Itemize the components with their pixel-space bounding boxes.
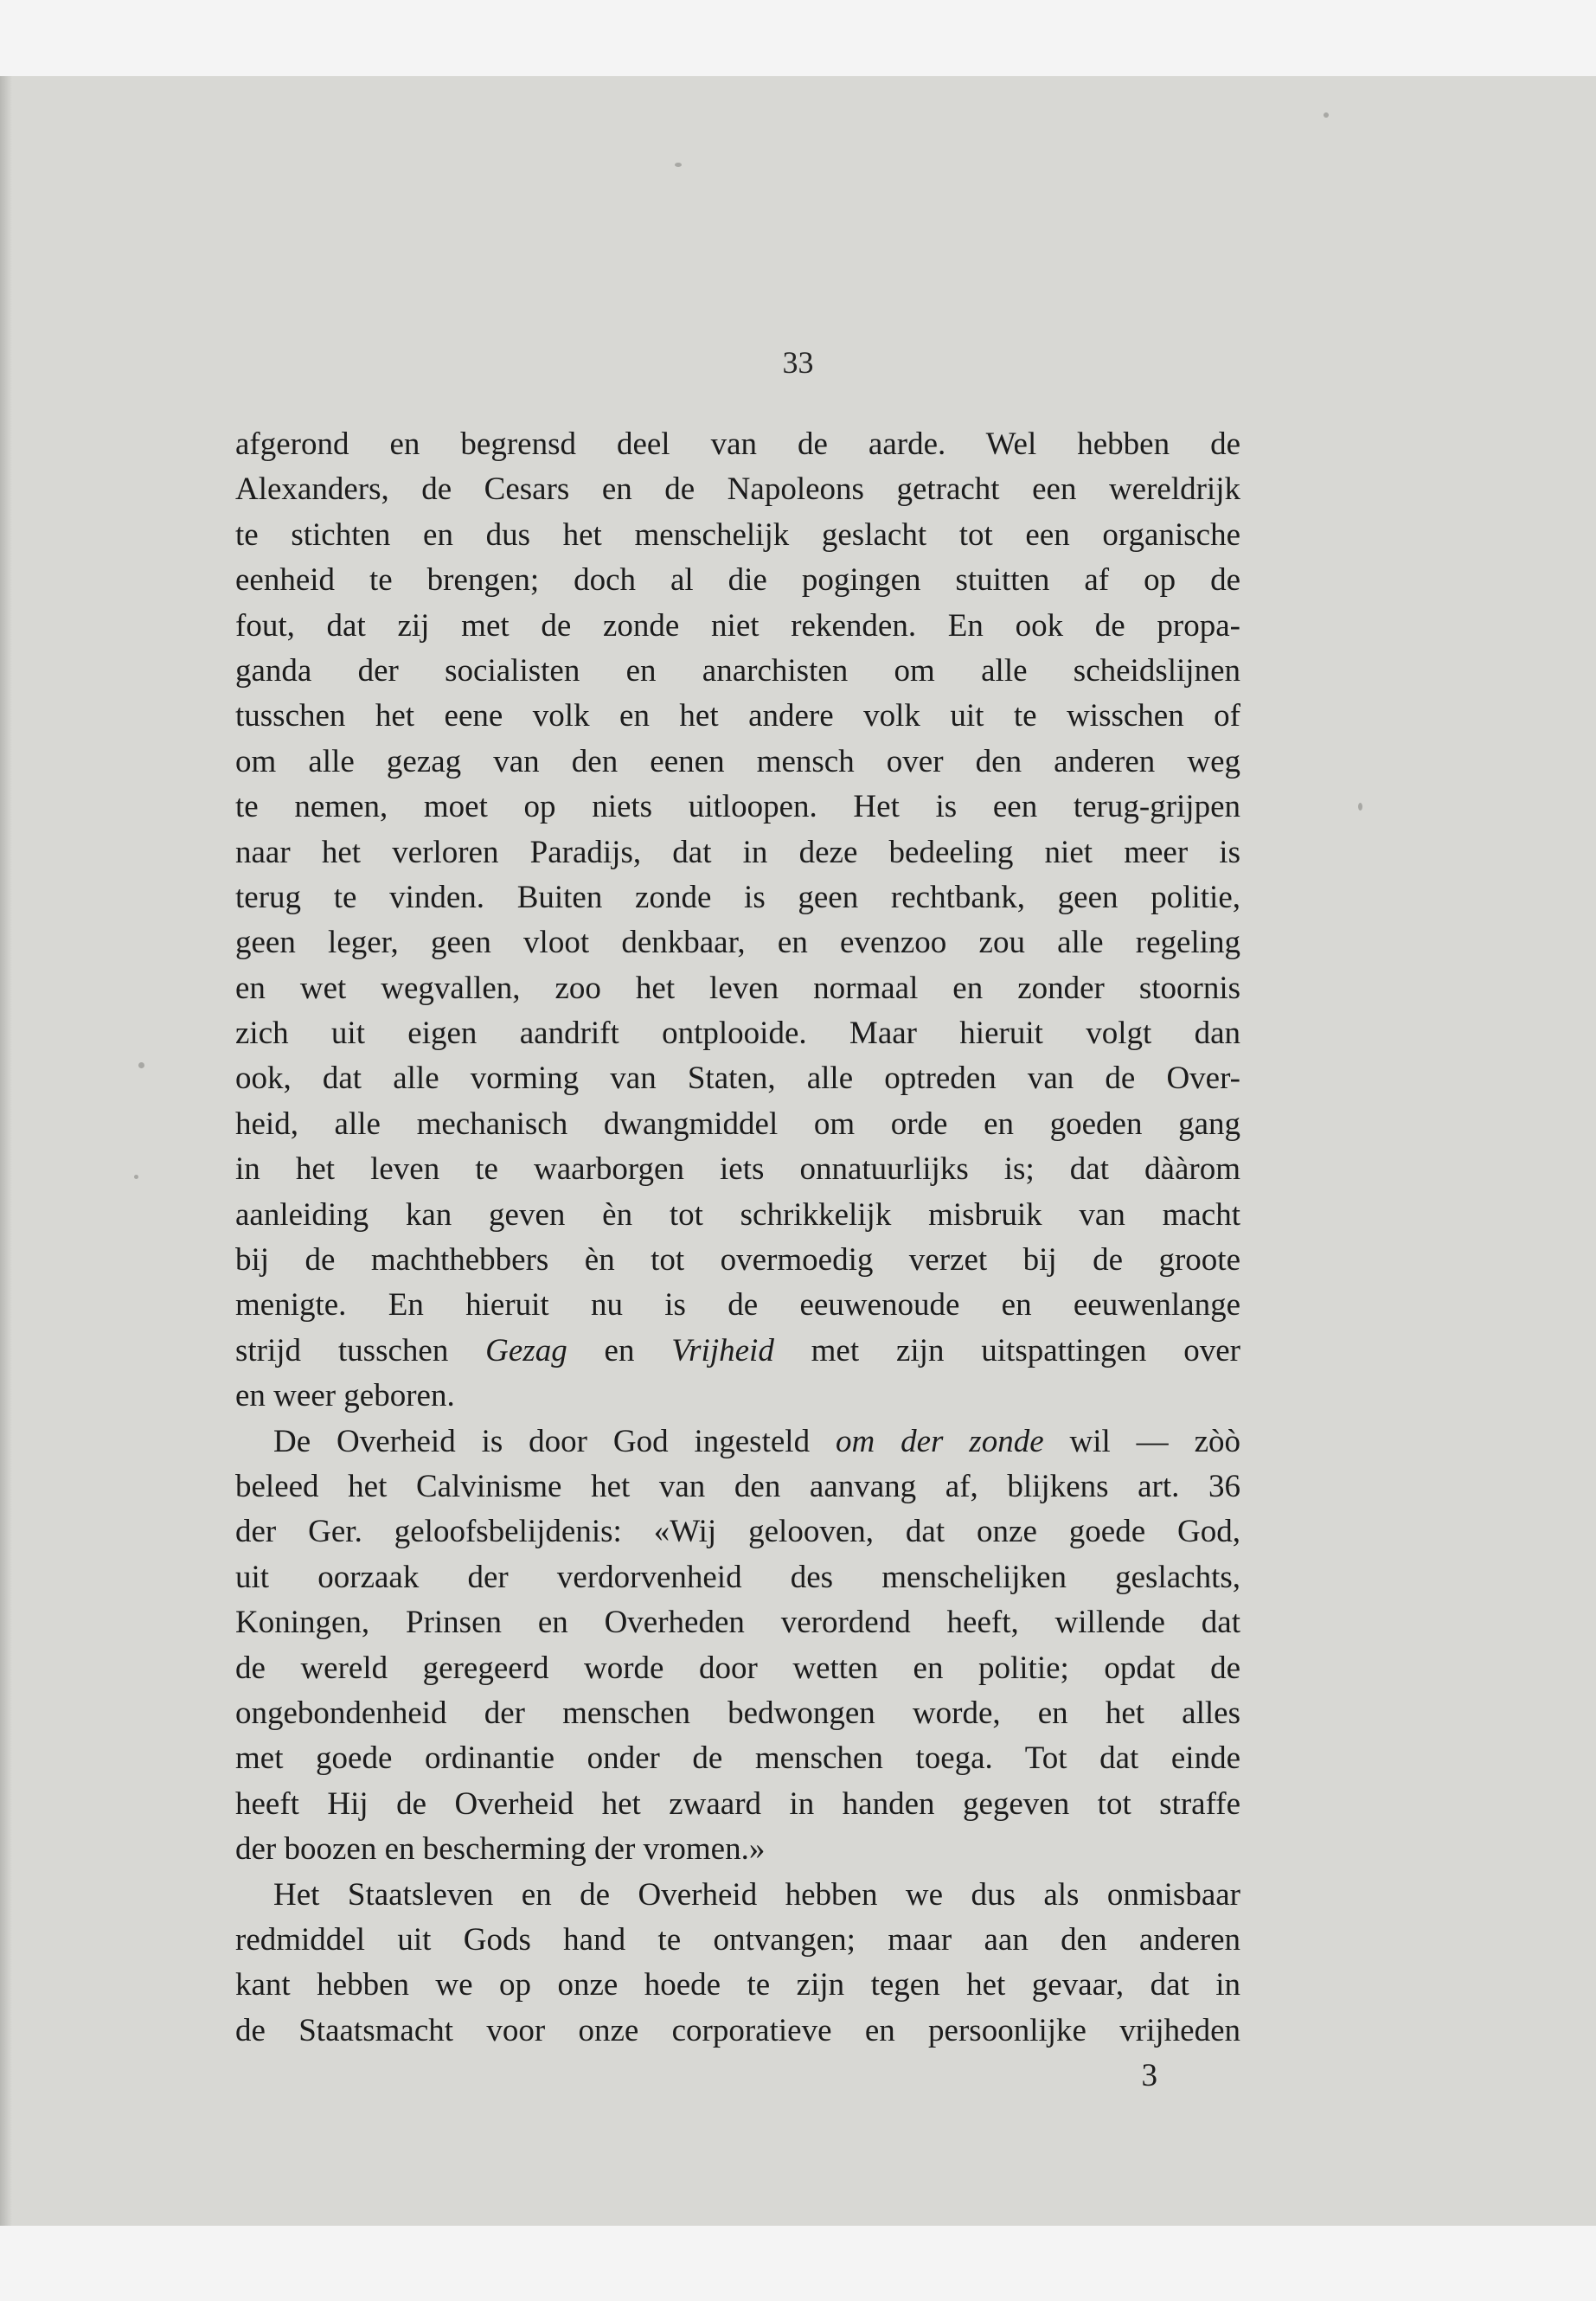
paper-speck	[1358, 803, 1362, 811]
italic-term-gezag: Gezag	[485, 1332, 567, 1368]
text-line: bij de machthebbers èn tot overmoedig verzet bij de groote	[235, 1242, 1240, 1279]
text-line: ook, dat alle vorming van Staten, alle optreden van de Over-	[235, 1061, 1240, 1097]
text-line: om alle gezag van den eenen mensch over den anderen weg	[235, 743, 1240, 779]
text-line: met goede ordinantie onder de menschen toega. Tot dat einde	[235, 1740, 1240, 1777]
text-line: uit oorzaak der verdorvenheid des menschelijken geslachts,	[235, 1559, 1240, 1595]
paper-speck	[1324, 112, 1329, 118]
body-text	[235, 422, 1240, 2099]
text-line: en wet wegvallen, zoo het leven normaal en zonder stoornis	[235, 970, 1240, 1006]
text-line: ongebondenheid der menschen bedwongen worde, en het alles	[235, 1695, 1240, 1731]
text-line: zich uit eigen aandrift ontplooide. Maar hieruit volgt dan	[235, 1016, 1240, 1052]
text-line: Alexanders, de Cesars en de Napoleons getracht een wereldrijk	[235, 471, 1240, 508]
text-line: in het leven te waarborgen iets onnatuurlijks is; dat dààrom	[235, 1151, 1240, 1188]
text-line: menigte. En hieruit nu is de eeuwenoude en eeuwenlange	[235, 1287, 1240, 1324]
paragraph	[235, 1873, 1240, 2054]
paragraph	[235, 422, 1240, 1420]
text-run: met zijn uitspattingen over	[773, 1332, 1240, 1368]
page-number: 33	[782, 345, 814, 380]
text-line: aanleiding kan geven èn tot schrikkelijk misbruik van macht	[235, 1196, 1240, 1233]
text-line-with-italics	[235, 1329, 1240, 1374]
text-line: de wereld geregeerd worde door wetten en politie; opdat de	[235, 1650, 1240, 1686]
text-line: der boozen en bescherming der vromen.»	[235, 1831, 766, 1868]
text-line: Koningen, Prinsen en Overheden verordend heeft, willende dat	[235, 1605, 1240, 1641]
text-run: strijd tusschen	[235, 1332, 486, 1368]
text-line: ganda der socialisten en anarchisten om alle scheidslijnen	[235, 652, 1240, 689]
italic-term-vrijheid: Vrijheid	[671, 1332, 774, 1368]
text-line: beleed het Calvinisme het van den aanvang af, blijkens art. 36	[235, 1468, 1240, 1504]
text-line: terug te vinden. Buiten zonde is geen rechtbank, geen politie,	[235, 879, 1240, 915]
paper-speck	[134, 1175, 138, 1179]
text-line: der Ger. geloofsbelijdenis: «Wij gelooven, dat onze goede God,	[235, 1514, 1240, 1550]
text-line: afgerond en begrensd deel van de aarde. Wel hebben de	[235, 426, 1240, 462]
text-run: en	[567, 1332, 672, 1368]
text-line: heeft Hij de Overheid het zwaard in handen gegeven tot straffe	[235, 1785, 1240, 1822]
text-line: fout, dat zij met de zonde niet rekenden. En ook de propa-	[235, 607, 1240, 644]
text-line: eenheid te brengen; doch al die pogingen stuitten af op de	[235, 562, 1240, 599]
text-line: redmiddel uit Gods hand te ontvangen; maar aan den anderen	[235, 1921, 1240, 1958]
text-line: kant hebben we op onze hoede te zijn tegen het gevaar, dat in	[235, 1967, 1240, 2003]
text-line: geen leger, geen vloot denkbaar, en evenzoo zou alle regeling	[235, 925, 1240, 961]
scanned-page	[0, 76, 1596, 2226]
text-line: en weer geboren.	[235, 1378, 455, 1414]
text-line: te stichten en dus het menschelijk geslacht tot een organische	[235, 516, 1240, 553]
text-run: De Overheid is door God ingesteld	[273, 1423, 836, 1459]
paper-speck	[675, 163, 682, 167]
text-line-with-italics	[235, 1420, 1240, 1465]
paragraph	[235, 1420, 1240, 1873]
text-run: wil — zòò	[1043, 1423, 1240, 1459]
text-line: tusschen het eene volk en het andere volk uit te wisschen of	[235, 698, 1240, 734]
italic-phrase: om der zonde	[835, 1423, 1044, 1459]
text-line: te nemen, moet op niets uitloopen. Het is een terug-grijpen	[235, 789, 1240, 825]
text-line: Het Staatsleven en de Overheid hebben we dus als onmisbaar	[273, 1876, 1240, 1913]
text-line: de Staatsmacht voor onze corporatieve en persoonlijke vrijheden	[235, 2012, 1240, 2048]
text-line: naar het verloren Paradijs, dat in deze bedeeling niet meer is	[235, 834, 1240, 870]
text-line: heid, alle mechanisch dwangmiddel om orde en goeden gang	[235, 1106, 1240, 1142]
signature-mark: 3	[1141, 2058, 1157, 2094]
paper-speck	[138, 1062, 144, 1068]
